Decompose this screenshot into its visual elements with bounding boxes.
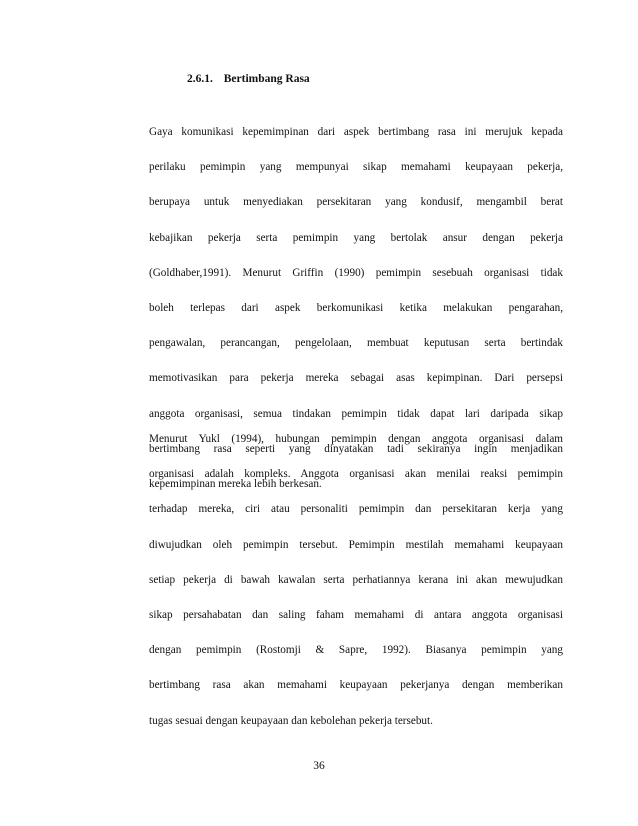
paragraph-line: kebajikan pekerja serta pemimpin yang bertolak ansur dengan pekerja [149, 231, 563, 244]
page-number: 36 [313, 760, 325, 772]
paragraph-line: setiap pekerja di bawah kawalan serta perhatiannya kerana ini akan mewujudkan [149, 573, 563, 586]
paragraph-line: boleh terlepas dari aspek berkomunikasi ketika melakukan pengarahan, [149, 301, 563, 314]
paragraph-line: dengan pemimpin (Rostomji & Sapre, 1992). Biasanya pemimpin yang [149, 644, 563, 657]
paragraph-line: organisasi adalah kompleks. Anggota organisasi akan menilai reaksi pemimpin [149, 468, 563, 481]
paragraph-line: pengawalan, perancangan, pengelolaan, membuat keputusan serta bertindak [149, 337, 563, 350]
paragraph-line: Menurut Yukl (1994), hubungan pemimpin dengan anggota organisasi dalam [149, 433, 563, 445]
paragraph-line: anggota organisasi, semua tindakan pemimpin tidak dapat lari daripada sikap [149, 407, 563, 420]
paragraph-line: bertimbang rasa akan memahami keupayaan pekerjanya dengan memberikan [149, 679, 563, 692]
paragraph-line: perilaku pemimpin yang mempunyai sikap memahami keupayaan pekerja, [149, 161, 563, 174]
section-heading [187, 73, 310, 85]
paragraph-line: tugas sesuai dengan keupayaan dan kebolehan pekerja tersebut. [149, 714, 433, 727]
paragraph-line: diwujudkan oleh pemimpin tersebut. Pemimpin mestilah memahami keupayaan [149, 538, 563, 551]
paragraph-line: Gaya komunikasi kepemimpinan dari aspek bertimbang rasa ini merujuk kepada [149, 126, 563, 138]
paragraph-line: (Goldhaber,1991). Menurut Griffin (1990) pemimpin sesebuah organisasi tidak [149, 266, 563, 279]
paragraph-line: kepemimpinan mereka lebih berkesan. [149, 477, 322, 490]
paragraph-line: memotivasikan para pekerja mereka sebagai asas kepimpinan. Dari persepsi [149, 372, 563, 385]
paragraph-line: bertimbang rasa seperti yang dinyatakan tadi sekiranya ingin menjadikan [149, 442, 563, 455]
paragraph-2 [149, 433, 563, 750]
paragraph-line: berupaya untuk menyediakan persekitaran yang kondusif, mengambil berat [149, 196, 563, 209]
section-title: Bertimbang Rasa [223, 73, 310, 85]
paragraph-line: terhadap mereka, ciri atau personaliti pemimpin dan persekitaran kerja yang [149, 503, 563, 516]
paragraph-line: sikap persahabatan dan saling faham memahami di antara anggota organisasi [149, 608, 563, 621]
section-number: 2.6.1. [187, 73, 213, 85]
